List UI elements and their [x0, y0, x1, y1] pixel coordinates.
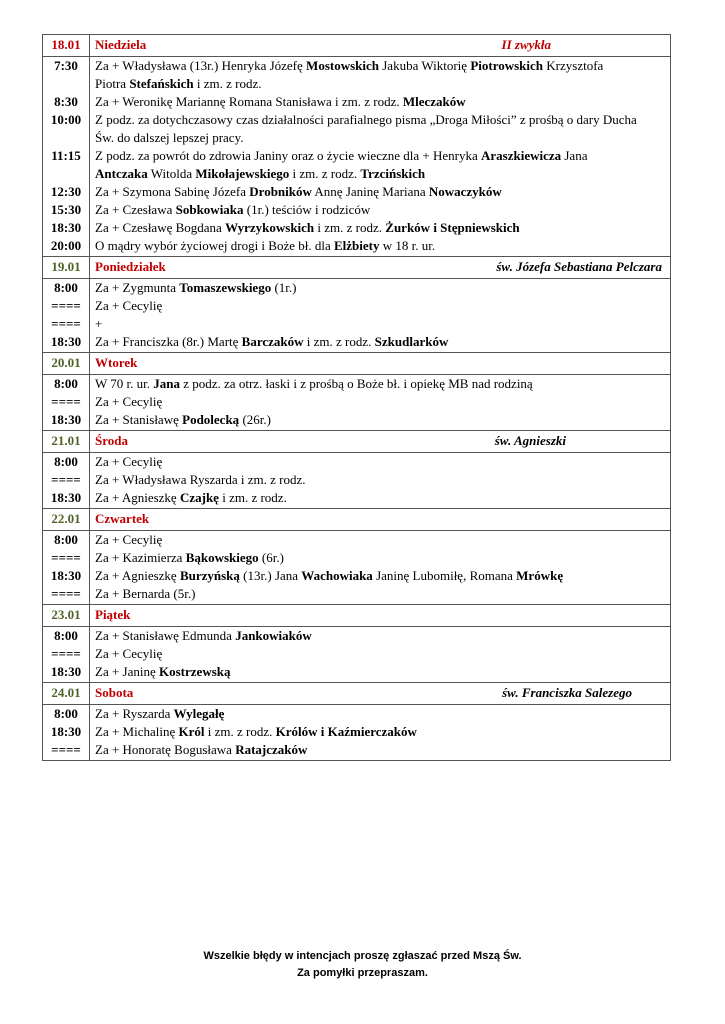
surname: Jankowiaków [235, 628, 312, 643]
surname: Mrówkę [516, 568, 564, 583]
day-name-cell [90, 605, 671, 627]
intention-line [95, 489, 666, 507]
day-content-row [43, 279, 671, 353]
surname: Królów i Kaźmierczaków [275, 724, 417, 739]
day-date-cell [43, 509, 90, 531]
surname: Podolecką [182, 412, 240, 427]
intention-line [95, 333, 666, 351]
intentions-cell [90, 453, 671, 509]
times-cell [43, 57, 90, 257]
footer-line-1: Wszelkie błędy w intencjach proszę zgłaszać przed Mszą Św. [203, 950, 522, 962]
surname: Król [178, 724, 205, 739]
day-name: Niedziela [95, 37, 147, 52]
intention-line [95, 183, 666, 201]
day-content-row [43, 705, 671, 761]
intention-line [95, 741, 666, 759]
feast-label: II zwykła [501, 37, 551, 52]
intention-text: i zm. z rodz. [218, 490, 287, 505]
surname: Wylegałę [173, 706, 225, 721]
day-header-row [43, 683, 671, 705]
intention-line [95, 585, 666, 603]
mass-time: 8:00 [54, 628, 78, 643]
day-content-row [43, 453, 671, 509]
times-cell [43, 531, 90, 605]
intentions-cell [90, 57, 671, 257]
mass-time: 10:00 [50, 112, 82, 127]
day-name-cell [90, 431, 671, 453]
day-name: Środa [95, 433, 128, 448]
intention-text: Za + Stanisławę Edmunda [95, 628, 236, 643]
intention-text: W 70 r. ur. [95, 376, 154, 391]
day-name: Piątek [95, 607, 131, 622]
intention-text: (26r.) [239, 412, 271, 427]
day-content-row [43, 57, 671, 257]
day-header-row [43, 35, 671, 57]
day-date: 20.01 [51, 355, 81, 370]
intention-line [95, 129, 666, 147]
day-header-row [43, 509, 671, 531]
mass-time: 7:30 [54, 58, 78, 73]
intention-line [95, 57, 666, 75]
day-name-cell [90, 353, 671, 375]
intention-line [95, 453, 666, 471]
intention-text: Za + Cecylię [95, 454, 163, 469]
surname: Elżbiety [334, 238, 380, 253]
day-date: 18.01 [51, 37, 81, 52]
intention-line [95, 705, 666, 723]
surname: Araszkiewicza [480, 148, 562, 163]
intention-text: Za + Agnieszkę [95, 490, 180, 505]
surname: Bąkowskiego [185, 550, 259, 565]
times-cell [43, 705, 90, 761]
intention-line [95, 147, 666, 165]
separator-marker: ==== [51, 472, 81, 487]
intention-text: Za + Szymona Sabinę Józefa [95, 184, 250, 199]
intention-line [95, 237, 666, 255]
intention-text: Św. do dalszej lepszej pracy. [95, 130, 244, 145]
surname: Mleczaków [402, 94, 466, 109]
intention-line [95, 663, 666, 681]
mass-time: 8:00 [54, 454, 78, 469]
mass-time [43, 129, 89, 147]
mass-time: 15:30 [50, 202, 82, 217]
intention-text: Piotra [95, 76, 130, 91]
intention-text: i zm. z rodz. [303, 334, 375, 349]
times-cell [43, 627, 90, 683]
times-cell [43, 375, 90, 431]
day-date: 21.01 [51, 433, 81, 448]
intention-line [95, 279, 666, 297]
mass-time: 18:30 [50, 220, 82, 235]
mass-time: 18:30 [50, 664, 82, 679]
intention-text: Za + Czesława [95, 202, 176, 217]
intention-text: Witolda [147, 166, 196, 181]
schedule-body [43, 35, 671, 761]
mass-time: 18:30 [50, 724, 82, 739]
intention-text: i zm. z rodz. [289, 166, 361, 181]
surname: Jana [153, 376, 180, 391]
mass-time: 18:30 [50, 412, 82, 427]
intention-text: (13r.) Jana [239, 568, 302, 583]
day-name: Sobota [95, 685, 134, 700]
day-name: Czwartek [95, 511, 150, 526]
separator-marker: ==== [51, 586, 81, 601]
intention-line [95, 645, 666, 663]
intention-text: Z podz. za powrót do zdrowia Janiny oraz o życie wieczne dla + Henryka [95, 148, 481, 163]
day-header-row [43, 353, 671, 375]
intention-text: (1r.) teściów i rodziców [243, 202, 371, 217]
surname: Mostowskich [306, 58, 379, 73]
separator-marker: ==== [51, 316, 81, 331]
mass-time: 8:00 [54, 532, 78, 547]
day-content-row [43, 627, 671, 683]
separator-marker: ==== [51, 394, 81, 409]
intention-text: i zm. z rodz. [314, 220, 386, 235]
mass-time: 18:30 [50, 334, 82, 349]
intention-text: Za + Honoratę Bogusława [95, 742, 236, 757]
intention-line [95, 723, 666, 741]
intention-text: Za + Czesławę Bogdana [95, 220, 226, 235]
intention-text: Za + Zygmunta [95, 280, 180, 295]
day-name-cell [90, 257, 671, 279]
intention-text: z podz. za otrz. łaski i z prośbą o Boże bł. i opiekę MB nad rodziną [180, 376, 533, 391]
intention-text: Za + Ryszarda [95, 706, 174, 721]
day-content-row [43, 375, 671, 431]
day-name-cell [90, 683, 671, 705]
day-date: 22.01 [51, 511, 81, 526]
surname: Trzcińskich [360, 166, 426, 181]
surname: Żurków i Stępniewskich [385, 220, 520, 235]
intention-line [95, 393, 666, 411]
intention-text: O mądry wybór życiowej drogi i Boże bł. dla [95, 238, 334, 253]
day-name: Wtorek [95, 355, 138, 370]
intention-line [95, 111, 666, 129]
day-header-row [43, 257, 671, 279]
intention-text: Za + Michalinę [95, 724, 179, 739]
intention-text: Za + Kazimierza [95, 550, 186, 565]
intention-text: Za + Stanisławę [95, 412, 183, 427]
intention-line [95, 297, 666, 315]
day-header-row [43, 431, 671, 453]
surname: Drobników [249, 184, 312, 199]
intention-text: Za + Cecylię [95, 646, 163, 661]
times-cell [43, 279, 90, 353]
surname: Czajkę [179, 490, 219, 505]
surname: Antczaka [95, 166, 148, 181]
intention-line [95, 411, 666, 429]
intention-line [95, 549, 666, 567]
mass-time [43, 165, 89, 183]
intention-text: (1r.) [271, 280, 297, 295]
intention-text: Annę Janinę Mariana [311, 184, 429, 199]
intention-text: Za + Władysława (13r.) Henryka Józefę [95, 58, 307, 73]
feast-label: św. Józefa Sebastiana Pelczara [496, 259, 662, 274]
intentions-cell [90, 531, 671, 605]
mass-time: 12:30 [50, 184, 82, 199]
surname: Tomaszewskiego [179, 280, 272, 295]
day-content-row [43, 531, 671, 605]
surname: Wyrzykowskich [225, 220, 315, 235]
feast-label: św. Franciszka Salezego [502, 685, 632, 700]
surname: Wachowiaka [301, 568, 373, 583]
intention-text: Za + Cecylię [95, 532, 163, 547]
intention-text: Za + Cecylię [95, 394, 163, 409]
intentions-cell [90, 627, 671, 683]
mass-time: 20:00 [50, 238, 82, 253]
day-date: 19.01 [51, 259, 81, 274]
day-date: 23.01 [51, 607, 81, 622]
intention-text: Za + Janinę [95, 664, 160, 679]
intention-line [95, 375, 666, 393]
intentions-cell [90, 375, 671, 431]
surname: Nowaczyków [428, 184, 502, 199]
intention-line [95, 531, 666, 549]
mass-time [43, 75, 89, 93]
day-date-cell [43, 431, 90, 453]
intention-text: Krzysztofa [543, 58, 604, 73]
separator-marker: ==== [51, 298, 81, 313]
day-date-cell [43, 353, 90, 375]
intention-text: + [95, 316, 103, 331]
intention-line [95, 201, 666, 219]
mass-intentions-table [42, 34, 671, 761]
surname: Ratajczaków [235, 742, 308, 757]
intention-text: Za + Bernarda (5r.) [95, 586, 196, 601]
intention-text: i zm. z rodz. [193, 76, 262, 91]
day-name-cell [90, 509, 671, 531]
intention-line [95, 75, 666, 93]
intention-text: i zm. z rodz. [204, 724, 276, 739]
intention-text: Jakuba Wiktorię [379, 58, 471, 73]
intentions-cell [90, 279, 671, 353]
surname: Szkudlarków [374, 334, 449, 349]
intention-line [95, 219, 666, 237]
surname: Mikołajewskiego [195, 166, 290, 181]
surname: Stefańskich [129, 76, 194, 91]
intention-line [95, 315, 666, 333]
surname: Barczaków [241, 334, 304, 349]
intention-line [95, 165, 666, 183]
mass-time: 8:00 [54, 706, 78, 721]
mass-time: 18:30 [50, 568, 82, 583]
day-header-row [43, 605, 671, 627]
day-date-cell [43, 683, 90, 705]
intention-text: w 18 r. ur. [379, 238, 436, 253]
feast-label: św. Agnieszki [494, 433, 566, 448]
intention-text: Za + Agnieszkę [95, 568, 180, 583]
footer-note [0, 948, 725, 982]
mass-time: 8:00 [54, 376, 78, 391]
intention-text: (6r.) [258, 550, 284, 565]
mass-time: 18:30 [50, 490, 82, 505]
surname: Piotrowskich [470, 58, 544, 73]
day-name-cell [90, 35, 671, 57]
intention-line [95, 567, 666, 585]
intention-text: Z podz. za dotychczasowy czas działalności parafialnego pisma „Droga Miłości” z prośbą o dary Ducha [95, 112, 637, 127]
intention-text: Janinę Lubomiłę, Romana [372, 568, 517, 583]
separator-marker: ==== [51, 550, 81, 565]
day-name: Poniedziałek [95, 259, 166, 274]
footer-line-2: Za pomyłki przepraszam. [297, 967, 428, 979]
intention-text: Za + Franciszka (8r.) Martę [95, 334, 242, 349]
day-date: 24.01 [51, 685, 81, 700]
surname: Sobkowiaka [175, 202, 244, 217]
mass-time: 8:00 [54, 280, 78, 295]
intention-text: Za + Weronikę Mariannę Romana Stanisława i zm. z rodz. [95, 94, 403, 109]
intention-line [95, 93, 666, 111]
times-cell [43, 453, 90, 509]
intentions-cell [90, 705, 671, 761]
surname: Burzyńską [179, 568, 240, 583]
day-date-cell [43, 35, 90, 57]
surname: Kostrzewską [159, 664, 231, 679]
intention-text: Jana [561, 148, 588, 163]
intention-text: Za + Cecylię [95, 298, 163, 313]
mass-time: 8:30 [54, 94, 78, 109]
separator-marker: ==== [51, 742, 81, 757]
separator-marker: ==== [51, 646, 81, 661]
intention-text: Za + Władysława Ryszarda i zm. z rodz. [95, 472, 306, 487]
day-date-cell [43, 257, 90, 279]
intention-line [95, 471, 666, 489]
day-date-cell [43, 605, 90, 627]
intention-line [95, 627, 666, 645]
mass-time: 11:15 [51, 148, 81, 163]
